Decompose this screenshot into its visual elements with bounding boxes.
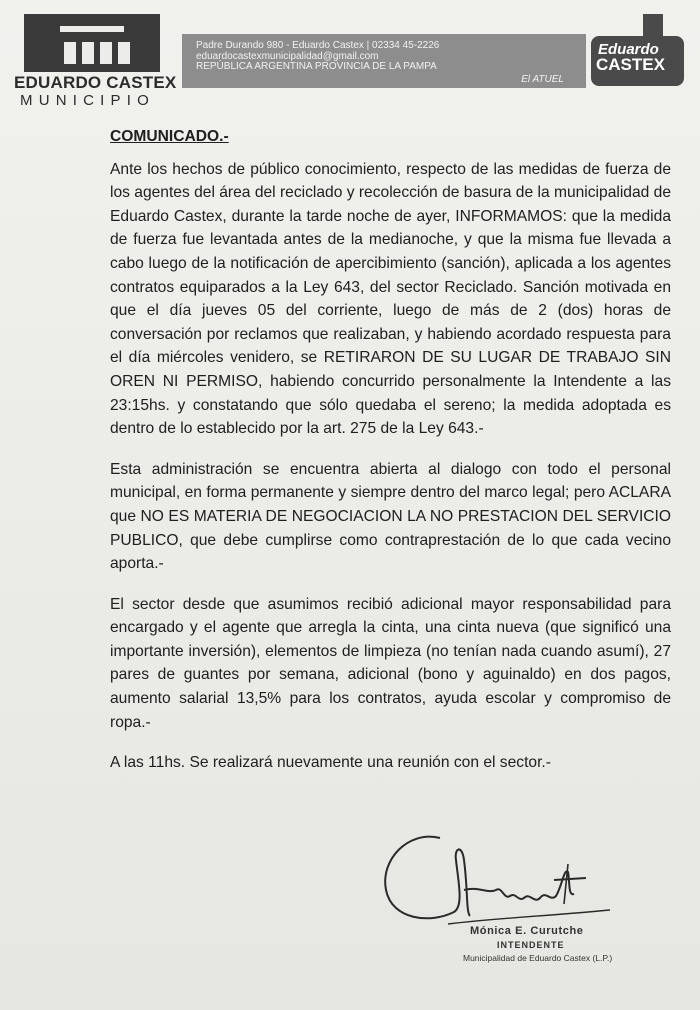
handwritten-signature: [378, 820, 618, 930]
signer-organization: Municipalidad de Eduardo Castex (L.P.): [463, 953, 613, 963]
eduardo-castex-logo: [591, 14, 684, 86]
atuel-mark: El ATUEL: [521, 74, 564, 85]
paragraph: El sector desde que asumimos recibió adicional mayor responsabilidad para encargado y el agente que arregla la cinta, una cinta nueva (que significó una importante inversión), elementos de limpieza (no tenían nada cuando asumí), 27 pares de guantes por semana, adicional (bono y aguinaldo) en dos pagos, aumento salarial 13,5% para los contratos, ayuda escolar y compromiso de ropa.-: [110, 595, 671, 731]
paragraph: Ante los hechos de público conocimiento, respecto de las medidas de fuerza de los agentes del área del reciclado y recolección de basura de la municipalidad de Eduardo Castex, durante la tarde noche de ayer, INFORMAMOS: que la medida de fuerza fue levantada antes de la medianoche, y que la misma fue llevada a cabo luego de la notificación de apercibimiento (sanción), aplicada a los agentes contratos equiparados a la Ley 643, del sector Reciclado. Sanción motivada en que el día jueves 05 del corriente, luego de más de 2 (dos) horas de conversación por reclamos que realizaban, y habiendo acordado respuesta para el día miércoles venidero, se RETIRARON DE SU LUGAR DE TRABAJO SIN OREN NI PERMISO, habiendo concurrido personalmente la Intendente a las 23:15hs. y constatando que sólo quedaba el sereno; la medida adoptada es dentro de lo establecido por la art. 275 de la Ley 643.-: [110, 160, 671, 438]
signer-title: INTENDENTE: [497, 940, 565, 950]
municipio-logo: [14, 12, 177, 109]
address-line: Padre Durando 980 - Eduardo Castex | 02334 45-2226: [196, 40, 440, 51]
email-line: eduardocastexmunicipalidad@gmail.com: [196, 50, 379, 62]
logo-subtitle: MUNICIPIO: [20, 92, 155, 109]
flag-icon: [643, 14, 663, 38]
country-line: REPÚBLICA ARGENTINA PROVINCIA DE LA PAMPA: [196, 61, 437, 72]
header-address-band: [182, 34, 586, 88]
communique-body: [108, 125, 671, 775]
building-icon: [24, 14, 160, 72]
document-heading: COMUNICADO.-: [110, 128, 229, 145]
closing-line: A las 11hs. Se realizará nuevamente una reunión con el sector.-: [110, 754, 551, 772]
right-logo-top: Eduardo: [598, 41, 659, 58]
signer-name: Mónica E. Curutche: [470, 925, 584, 937]
paragraph: Esta administración se encuentra abierta al dialogo con todo el personal municipal, en forma permanente y siempre dentro del marco legal; pero ACLARA que NO ES MATERIA DE NEGOCIACION LA NO PRESTACION DEL SERVICIO PUBLICO, que debe cumplirse como contraprestación de lo que cada vecino aporta.-: [110, 460, 671, 573]
right-logo-bottom: CASTEX: [596, 55, 665, 74]
logo-name: EDUARDO CASTEX: [14, 73, 177, 92]
